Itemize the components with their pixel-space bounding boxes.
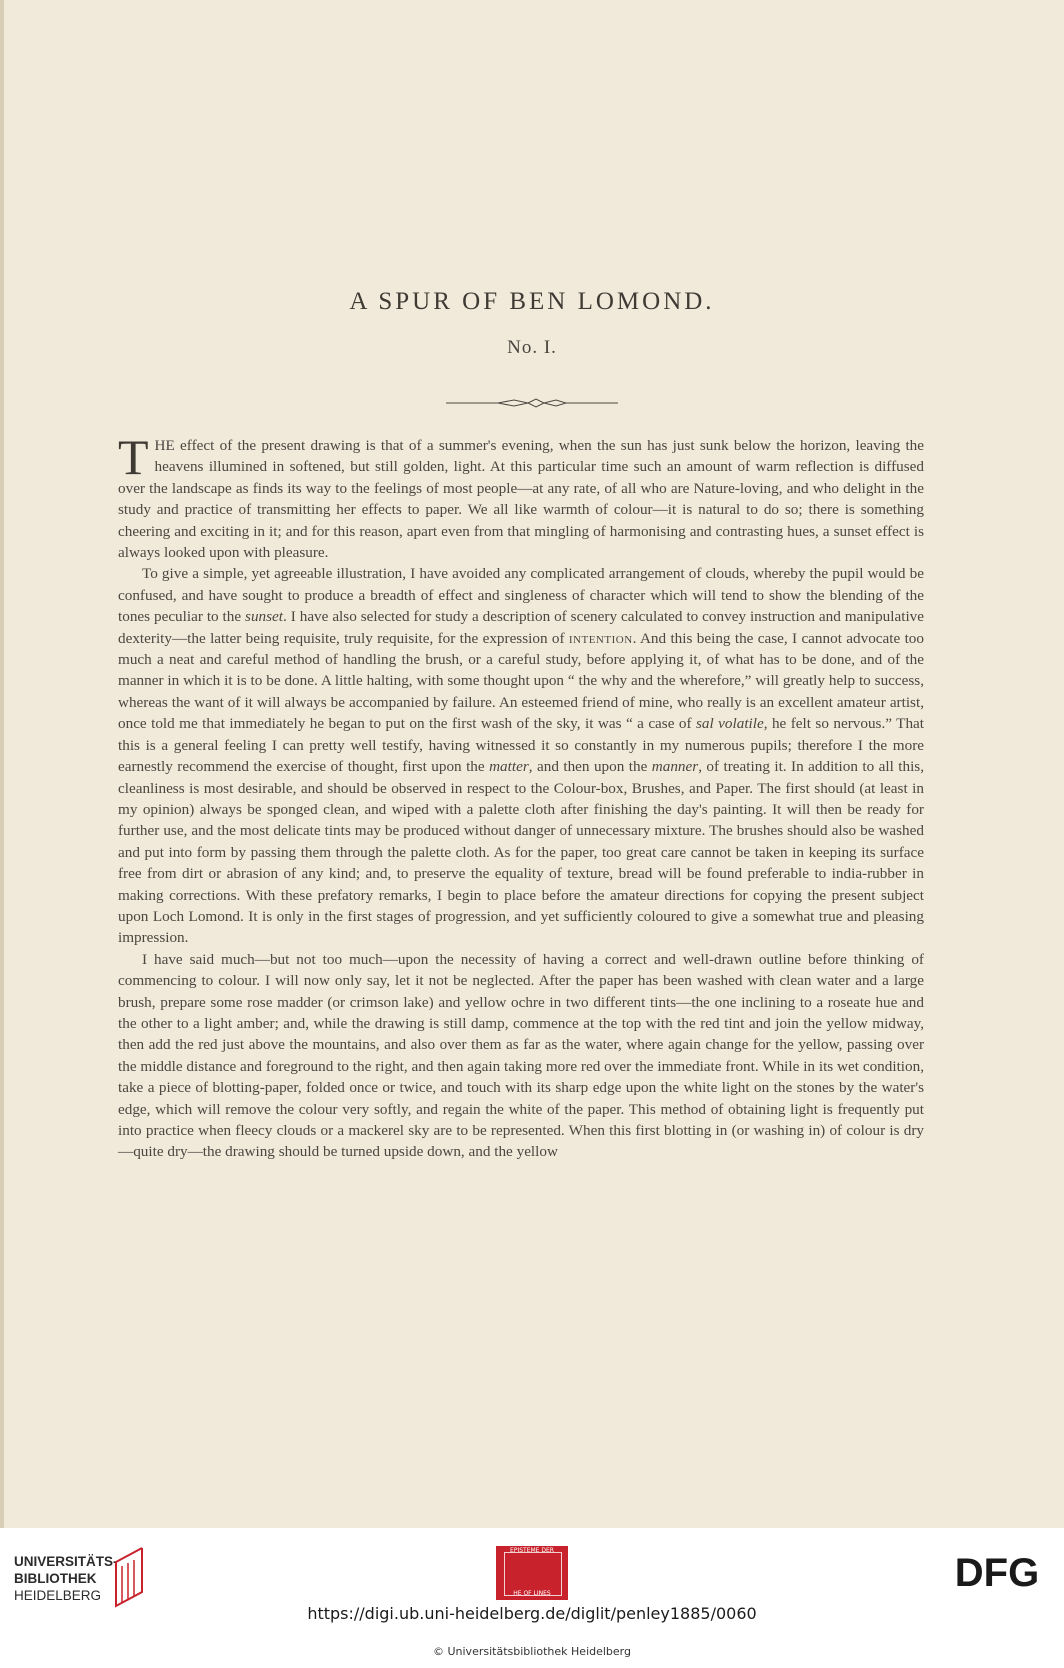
article-body	[118, 429, 924, 1163]
paragraph-text: HE effect of the present drawing is that of a summer's evening, when the sun has just sunk below the horizon, leaving the heavens illumined in softened, but still golden, light. At this particular time such an amount of warm reflection is diffused over the landscape as finds its way to the feelings of most people—at any rate, of all who are Nature-loving, and who delight in the study and practice of transmitting her effects to paper. We all like warmth of colour—it is natural to do so; there is something cheering and exciting in it; and for this reason, apart even from that mingling of harmonising and contrasting hues, a sunset effect is always looked upon with pleasure.	[118, 437, 924, 562]
logo-text: EPISTEME DER	[510, 1547, 554, 1554]
paragraph-text: , he felt so nervous.” That this is a general feeling I can pretty well testify, having witnessed it so constantly in my numerous pupils; therefore I the more earnestly recommend the exercise of thought, first upon the	[118, 715, 924, 776]
paragraph-text: . And this being the case, I cannot advocate too much a neat and careful method of handling the brush, or a careful study, before applying it, of what has to be done, and of the manner in which it is to be done. A little halting, with some thought upon “ the why and the wherefore,” will greatly help to success, whereas the want of it will always be accompanied by failure. An esteemed friend of mine, who really is an excellent amateur artist, once told me that immediately he began to put on the first wash of the sky, it was “ a case of	[118, 629, 924, 733]
logo-text: HE OF LINES	[513, 1590, 551, 1597]
library-mark-icon	[112, 1544, 148, 1612]
paragraph	[118, 949, 924, 1163]
dfg-logo[interactable]	[944, 1552, 1050, 1592]
permalink-url[interactable]: https://digi.ub.uni-heidelberg.de/diglit/penley1885/0060	[307, 1604, 757, 1623]
paragraph	[118, 429, 924, 563]
logo-line: BIBLIOTHEK	[14, 1571, 97, 1586]
italic-term: manner	[651, 758, 699, 776]
paragraph-text: To give a simple, yet agreeable illustration, I have avoided any complicated arrangement of clouds, whereby the pupil would be confused, and have sought to produce a breadth of effect and singleness of character which will tend to show the blending of the tones peculiar to the	[118, 565, 924, 626]
paragraph-text: , and then upon the	[528, 758, 652, 776]
ornament-divider-icon	[444, 396, 620, 410]
episteme-logo[interactable]	[496, 1546, 568, 1600]
logo-line: HEIDELBERG	[14, 1588, 102, 1603]
small-caps-term: intention	[568, 629, 633, 647]
italic-term: matter	[489, 758, 529, 776]
article-number: No. I.	[507, 337, 557, 358]
paragraph-text: I have said much—but not too much—upon the necessity of having a correct and well-drawn outline before thinking of commencing to colour. I will now only say, let it not be neglected. After the paper has been washed with clean water and a large brush, prepare some rose madder (or crimson lake) and yellow ochre in two different tints—the one inclining to a roseate hue and the other to a light amber; and, while the drawing is still damp, commence at the top with the red tint and join the yellow midway, then add the red just above the mountains, and also over them as far as the water, where again change for the yellow, passing over the middle distance and foreground to the right, and then again taking more red over the immediate front. While in its wet condition, take a piece of blotting-paper, folded once or twice, and touch with its sharp edge upon the white light on the stones by the water's edge, which will remove the colour very softly, and regain the white of the paper. This method of obtaining light is frequently put into practice when fleecy clouds or a mackerel sky are to be represented. When this first blotting in (or washing in) of colour is dry—quite dry—the drawing should be turned upside down, and the yellow	[118, 950, 924, 1161]
dfg-logo-text: DFG	[954, 1552, 1040, 1592]
article-title: A SPUR OF BEN LOMOND.	[349, 288, 715, 315]
copyright-notice: © Universitätsbibliothek Heidelberg	[432, 1645, 631, 1658]
page-edge	[0, 0, 4, 1528]
university-library-logo[interactable]	[14, 1553, 118, 1604]
paragraph-text: . I have also selected for study a description of scenery calculated to convey instruction and manipulative dexterity—the latter being requisite, truly requisite, for the expression of	[118, 608, 924, 647]
drop-cap: T	[118, 429, 149, 485]
logo-line: UNIVERSITÄTS-	[14, 1554, 118, 1569]
paragraph	[118, 563, 924, 948]
italic-term: sal volatile	[696, 715, 764, 733]
italic-term: sunset	[245, 608, 284, 626]
paragraph-text: , of treating it. In addition to all this, cleanliness is most desirable, and should be observed in respect to the Colour-box, Brushes, and Paper. The first should (at least in my opinion) always be sponged clean, and wiped with a palette cloth after finishing the day's painting. It will then be ready for further use, and the most delicate tints may be produced without danger of unnecessary mixture. The brushes should also be washed and put into form by passing them through the palette cloth. As for the paper, too great care cannot be taken in keeping its surface free from dirt or abrasion of any kind; and, to preserve the equality of texture, bread will be found preferable to india-rubber in making corrections. With these prefatory remarks, I begin to place before the amateur directions for copying the present subject upon Loch Lomond. It is only in the first stages of progression, and yet sufficiently coloured to give a somewhat true and pleasing impression.	[118, 758, 924, 947]
